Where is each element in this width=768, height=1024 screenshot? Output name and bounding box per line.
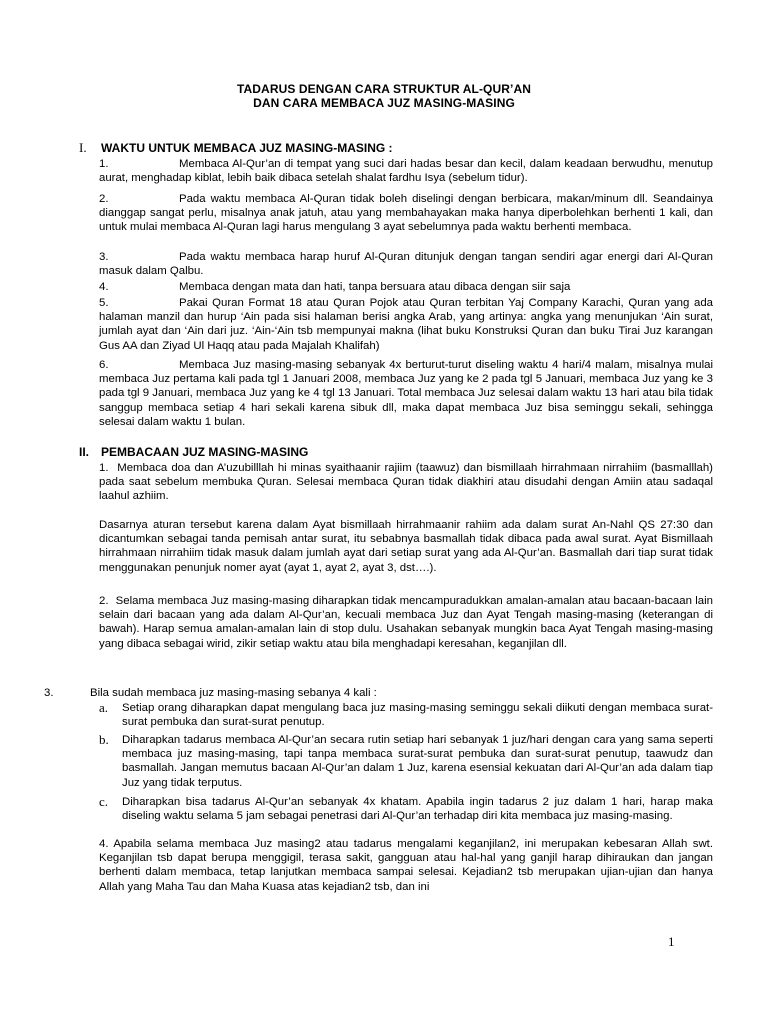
title-line-2: DAN CARA MEMBACA JUZ MASING-MASING bbox=[253, 96, 515, 110]
item-text: Membaca Al-Qur’an di tempat yang suci dari hadas besar dan kecil, dalam keadaan berwudhu, menutup aurat, menghadap kiblat, lebih baik dibaca setelah shalat fardhu Isya (sebelum tidur). bbox=[99, 158, 713, 185]
paragraph-text: Selama membaca Juz masing-masing diharapkan tidak mencampuradukkan amalan-amalan atau bacaan-bacaan lain selain dari bacaan yang ada dalam Al-Qur’an, kecuali membaca Juz dan Ayat Tengah masing-masing (keterangan di bawah). Harap semua amalan-amalan lain di stop dulu. Usahakan sebanyak mungkin baca Ayat Tengah masing-masing yang dibaca sebagai wirid, zikir setiap waktu atau bila menghadapi keresahan, keganjilan dll. bbox=[99, 595, 713, 650]
item-number: 2. bbox=[99, 595, 109, 607]
section-1-item-1 bbox=[99, 157, 713, 185]
section-3-intro-text: Bila sudah membaca juz masing-masing sebanya 4 kali : bbox=[90, 687, 377, 699]
item-number: 6. bbox=[99, 359, 109, 371]
page-number: 1 bbox=[668, 934, 675, 949]
section-2-paragraph-1 bbox=[99, 461, 713, 504]
item-text: Pakai Quran Format 18 atau Quran Pojok atau Quran terbitan Yaj Company Karachi, Quran yang ada halaman manzil dan hurup ‘Ain pada sisi halaman berisi angka Arab, yang artinya: angka yang menunjukan ‘Ain surat, jumlah ayat dan ‘Ain dari juz. ‘Ain-‘Ain tsb mempunyai makna (lihat buku Konstruksi Quran dan buku Tirai Juz karangan Gus AA dan Ziyad Ul Haqq atau pada Majalah Khalifah) bbox=[99, 297, 713, 352]
section-1-item-5 bbox=[99, 296, 713, 353]
section-2-paragraph-3 bbox=[99, 594, 713, 651]
item-number: 1. bbox=[99, 158, 109, 170]
item-text: Diharapkan bisa tadarus Al-Qur’an sebanyak 4x khatam. Apabila ingin tadarus 2 juz dalam 1 hari, harap maka diseling waktu selama 5 jam sebagai penetrasi dari Al-Qur’an terhadap diri kita membaca juz masing-masing. bbox=[122, 796, 713, 823]
item-text: Pada waktu membaca harap huruf Al-Quran ditunjuk dengan tangan sendiri agar energi dari Al-Quran masuk dalam Qalbu. bbox=[99, 251, 713, 278]
item-label: a. bbox=[99, 700, 109, 715]
item-label: b. bbox=[99, 732, 109, 747]
item-label: c. bbox=[99, 794, 109, 809]
section-3-paragraph-4: 4. Apabila selama membaca Juz masing2 atau tadarus mengalami keganjilan2, ini merupakan kebesaran Allah swt. Keganjilan tsb dapat berupa menggigil, terasa sakit, gangguan atau hal-hal yang ganjil harap dihiraukan dan jangan berhenti dalam membaca, tetap lanjutkan membaca sampai selesai. Kejadian2 tsb merupakan ujian-ujian dan hanya Allah yang Maha Tau dan Maha Kuasa atas kejadian2 tsb, dan ini bbox=[99, 838, 713, 893]
item-text: Membaca dengan mata dan hati, tanpa bersuara atau dibaca dengan siir saja bbox=[179, 281, 571, 293]
item-number: 1. bbox=[99, 462, 109, 474]
item-text: Diharapkan tadarus membaca Al-Qur’an secara rutin setiap hari sebanyak 1 juz/hari dengan cara yang sama seperti membaca juz masing-masing, tapi tanpa membaca surat-surat pembuka dan surat-surat penutup, taawudz dan basmallah. Jangan memutus bacaan Al-Qur’an dalam 1 Juz, karena esensial kekuatan dari Al-Qur’an ada dalam tiap Juz yang tidak terputus. bbox=[122, 734, 713, 789]
section-2-numeral: II. bbox=[79, 445, 90, 459]
section-2-heading bbox=[79, 445, 308, 459]
section-1-item-3 bbox=[99, 250, 713, 278]
section-1-item-4 bbox=[99, 280, 713, 294]
title-line-1: TADARUS DENGAN CARA STRUKTUR AL-QUR’AN bbox=[236, 82, 531, 96]
item-number: 2. bbox=[99, 193, 109, 205]
section-1-title: WAKTU UNTUK MEMBACA JUZ MASING-MASING : bbox=[101, 141, 393, 155]
section-3-item-c bbox=[99, 795, 713, 823]
section-3-number: 3. bbox=[44, 687, 54, 699]
item-text: Membaca Juz masing-masing sebanyak 4x berturut-turut diseling waktu 4 hari/4 malam, misalnya mulai membaca Juz pertama kali pada tgl 1 Januari 2008, membaca Juz yang ke 2 pada tgl 5 Januari, membaca Juz yang ke 3 pada tgl 9 Januari, membaca Juz yang ke 4 tgl 13 Januari. Total membaca Juz selesai dalam waktu 13 hari atau bila tidak sanggup membaca setiap 4 hari sekali karena sibuk dll, maka dapat membaca Juz bisa seminggu sekali, sehingga selesai dalam waktu 1 bulan. bbox=[99, 359, 713, 428]
item-text: Setiap orang diharapkan dapat mengulang baca juz masing-masing seminggu sekali diikuti dengan membaca surat- surat pembuka dan surat-surat penutup. bbox=[122, 702, 713, 729]
item-text: Pada waktu membaca Al-Quran tidak boleh diselingi dengan berbicara, makan/minum dll. Seandainya dianggap sangat perlu, misalnya anak jatuh, atau yang membahayakan maka hanya diperbolehkan berhenti 1 kali, dan untuk mulai membaca Al-Quran lagi harus mengulang 3 ayat sebelumnya pada waktu berhenti membaca. bbox=[99, 193, 713, 234]
section-1-item-2 bbox=[99, 192, 713, 235]
item-number: 3. bbox=[99, 251, 109, 263]
section-1-item-6 bbox=[99, 358, 713, 429]
section-1-heading bbox=[79, 141, 393, 155]
section-3-item-b bbox=[99, 733, 713, 790]
paragraph-text: Membaca doa dan A’uzubilllah hi minas syaithaanir rajiim (taawuz) dan bismillaah hirrahmaan nirrahiim (basmalllah) pada saat sebelum membuka Quran. Selesai membaca Quran tidak diakhiri atau disudahi dengan Amiin atau sadaqal laahul azhiim. bbox=[99, 462, 713, 503]
section-1-numeral: I. bbox=[79, 140, 87, 155]
item-number: 4. bbox=[99, 281, 109, 293]
section-3-intro bbox=[44, 686, 714, 700]
section-2-paragraph-2: Dasarnya aturan tersebut karena dalam Ayat bismillaah hirrahmaanir rahiim ada dalam surat An-Nahl QS 27:30 dan dicantumkan sebagai tanda pemisah antar surat, itu sebabnya basmallah tidak dibaca pada awal surat. Ayat Bismillaah hirrahmaan nirrahiim tidak masuk dalam jumlah ayat dari setiap surat yang ada Al-Qur’an. Basmallah dari tiap surat tidak menggunakan penunjuk nomer ayat (ayat 1, ayat 2, ayat 3, dst….). bbox=[99, 519, 713, 574]
item-number: 5. bbox=[99, 297, 109, 309]
section-3-item-a bbox=[99, 701, 713, 729]
section-2-title: PEMBACAAN JUZ MASING-MASING bbox=[101, 445, 309, 459]
